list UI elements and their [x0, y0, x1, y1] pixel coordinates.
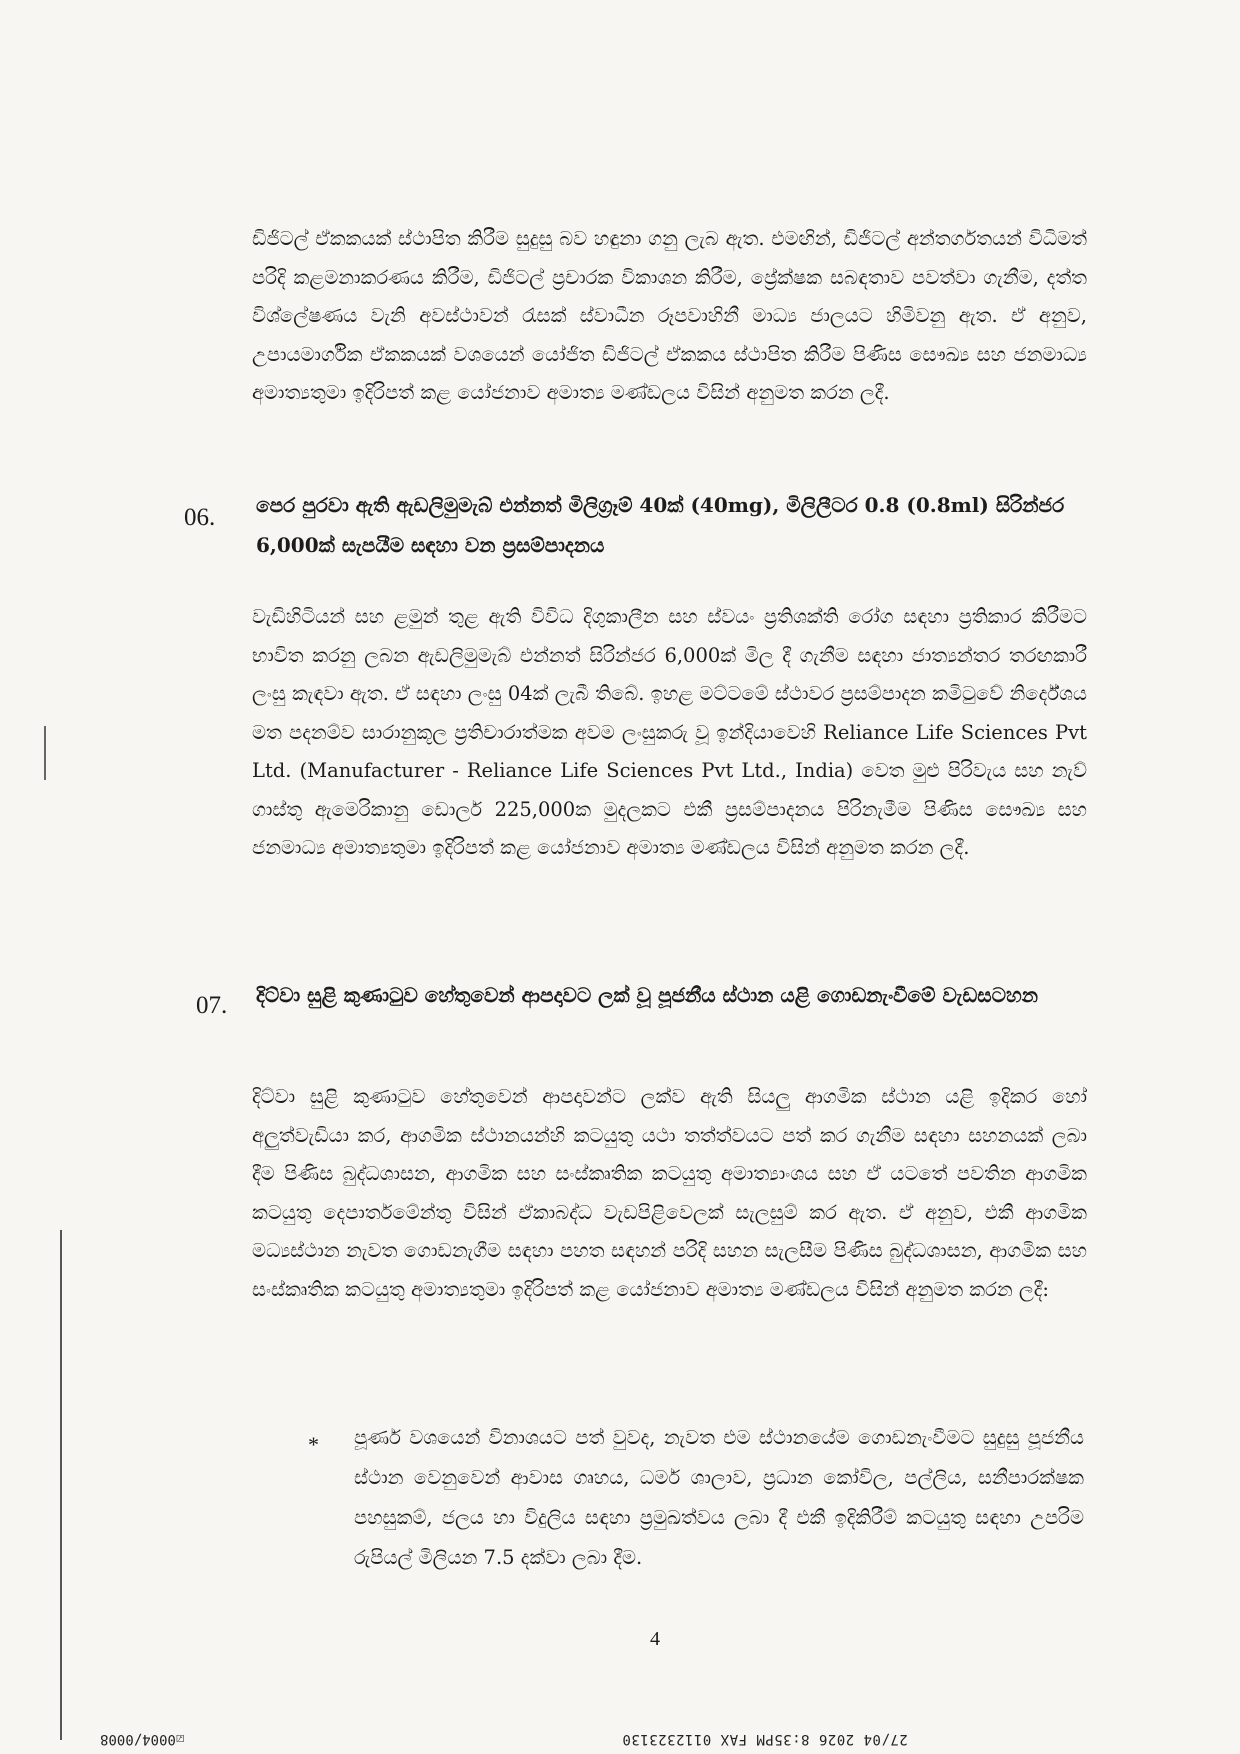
bullet-item-text: පූර්ණ වශයෙන් විනාශයට පත් වුවද, නැවත එම ස්ථානයේම ගොඩනැංවීමට සුදුසු පූජනීය ස්ථාන වෙනුවෙන් ආවාස ගෘහය, ධර්ම ශාලාව, ප්‍රධාන කෝවිල, පල්ලිය, සනීපාරක්ෂක පහසුකම්, ජලය හා විදුලිය සඳහා ප්‍රමුඛත්වය ලබා දී එකී ඉදිකිරීම් කටයුතු සඳහා උපරිම රුපියල් මිලියන 7.5 දක්වා ලබා දීම.	[354, 1426, 1084, 1569]
intro-paragraph: ඩිජිටල් ඒකකයක් ස්ථාපිත කිරීම සුදුසු බව හඳුනා ගනු ලැබ ඇත. එමඟින්, ඩිජිටල් අන්තර්ගතයන් විධිමත් පරිදි කළමනාකරණය කිරීම, ඩිජිටල් ප්‍රචාරක විකාශන කිරීම, ප්‍රේක්ෂක සබඳතාව පවත්වා ගැනීම, දත්ත විශ්ලේෂණය වැනි අවස්ථාවන් රැසක් ස්වාධීන රූපවාහිනී මාධ්‍ය ජාලයට හිමිවනු ඇත. ඒ අනුව, උපායමාර්ගික ඒකකයක් වශයෙන් යෝජිත ඩිජිටල් ඒකකය ස්ථාපිත කිරීම පිණිස සෞඛ්‍ය සහ ජනමාධ්‍ය අමාත්‍යතුමා ඉදිරිපත් කළ යෝජනාව අමාත්‍ය මණ්ඩලය විසින් අනුමත කරන ලදී.	[252, 227, 1087, 404]
bullet-marker: *	[308, 1432, 319, 1457]
item-body-06: වැඩිහිටියන් සහ ළමුන් තුළ ඇති විවිධ දිගුකාලීන සහ ස්වයං ප්‍රතිශක්ති රෝග සඳහා ප්‍රතිකාර කිරීමට භාවිත කරනු ලබන ඇඩලිමුමැබ් එන්නත් සිරින්ජර 6,000ක් මිල දී ගැනීම සඳහා ජාත්‍යන්තර තරඟකාරී ලංසු කැඳවා ඇත. ඒ සඳහා ලංසු 04ක් ලැබී තිබේ. ඉහළ මට්ටමේ ස්ථාවර ප්‍රසම්පාදන කමිටුවේ නිර්දේශය මත පදනම්ව සාරානුකූල ප්‍රතිචාරාත්මක අවම ලංසුකරු වූ ඉන්දියාවෙහි Reliance Life Sciences Pvt Ltd. (Manufacturer - Reliance Life Sciences Pvt Ltd., India) වෙත මුළු පිරිවැය සහ නැව් ගාස්තු ඇමෙරිකානු ඩොලර් 225,000ක මුදලකට එකී ප්‍රසම්පාදනය පිරිනැමීම පිණිස සෞඛ්‍ය සහ ජනමාධ්‍ය අමාත්‍යතුමා ඉදිරිපත් කළ යෝජනාව අමාත්‍ය මණ්ඩලය විසින් අනුමත කරන ලදී.	[252, 605, 1087, 859]
item-number-06: 06.	[184, 504, 216, 531]
item-title-06: පෙර පුරවා ඇති ඇඩලිමුමැබ් එන්නත් මිලිග්‍රෑම් 40ක් (40mg), මිලිලීටර 0.8 (0.8ml) සිරින්ජර 6,000ක් සැපයීම සඳහා වන ප්‍රසම්පාදනය	[256, 493, 1065, 557]
page-number: 4	[650, 1628, 660, 1650]
item-body-07: දිට්වා සුළි කුණාටුව හේතුවෙන් ආපදාවන්ට ලක්ව ඇති සියලු ආගමික ස්ථාන යළි ඉදිකර හෝ අලුත්වැඩියා කර, ආගමික ස්ථානයන්හි කටයුතු යථා තත්ත්වයට පත් කර ගැනීම සඳහා සහනයක් ලබා දීම පිණිස බුද්ධශාසන, ආගමික සහ සංස්කෘතික කටයුතු අමාත්‍යාංශය සහ ඒ යටතේ පවතින ආගමික කටයුතු දෙපාර්තමේන්තු විසින් ඒකාබද්ධ වැඩපිළිවෙලක් සැලසුම් කර ඇත. ඒ අනුව, එකී ආගමික මධ්‍යස්ථාන නැවත ගොඩනැගීම සඳහා පහත සඳහන් පරිදි සහන සැලසීම පිණිස බුද්ධශාසන, ආගමික සහ සංස්කෘතික කටයුතු අමාත්‍යතුමා ඉදිරිපත් කළ යෝජනාව අමාත්‍ය මණ්ඩලය විසින් අනුමත කරන ලදී:	[252, 1085, 1087, 1301]
item-number-07: 07.	[196, 992, 228, 1019]
fax-header-stamp: 27/04 2026 8:35PM FAX 0112323130	[622, 1731, 908, 1747]
fax-page-counter: ☑0004/0008	[100, 1731, 185, 1747]
scan-edge-line	[60, 1230, 62, 1740]
scan-edge-mark	[44, 726, 46, 780]
item-title-07: දිට්වා සුළි කුණාටුව හේතුවෙන් ආපදාවට ලක් වූ පූජනීය ස්ථාන යළි ගොඩනැංවීමේ වැඩසටහන	[256, 983, 1039, 1007]
